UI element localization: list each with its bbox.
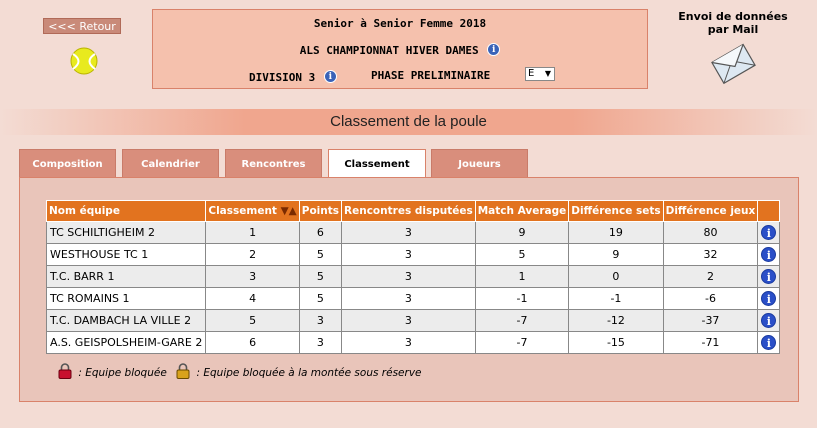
cell-diff-sets: 9 xyxy=(569,244,663,266)
cell-classement: 6 xyxy=(206,332,299,354)
cell-points: 3 xyxy=(299,332,341,354)
team-name[interactable]: WESTHOUSE TC 1 xyxy=(47,244,206,266)
competition-header xyxy=(152,9,648,89)
cell-diff-jeux: -6 xyxy=(663,288,758,310)
cell-points: 5 xyxy=(299,288,341,310)
cell-diff-jeux: 2 xyxy=(663,266,758,288)
envelope-icon[interactable] xyxy=(672,40,794,89)
team-name[interactable]: TC SCHILTIGHEIM 2 xyxy=(47,222,206,244)
cell-match-average: -7 xyxy=(475,310,569,332)
info-bubble-icon[interactable]: i xyxy=(487,43,500,56)
chevron-down-icon: ▼ xyxy=(544,69,551,78)
team-name[interactable]: TC ROMAINS 1 xyxy=(47,288,206,310)
col-match-average[interactable]: Match Average xyxy=(475,201,569,222)
cell-diff-sets: 19 xyxy=(569,222,663,244)
table-row xyxy=(47,310,780,332)
cell-diff-sets: -15 xyxy=(569,332,663,354)
championship-name: ALS CHAMPIONNAT HIVER DAMES xyxy=(299,44,479,57)
table-row xyxy=(47,266,780,288)
phase-label: PHASE PRELIMINAIRE xyxy=(371,69,491,82)
cell-classement: 4 xyxy=(206,288,299,310)
cell-diff-sets: -1 xyxy=(569,288,663,310)
mail-label-line2: par Mail xyxy=(707,23,759,36)
cell-rencontres: 3 xyxy=(342,310,476,332)
cell-points: 6 xyxy=(299,222,341,244)
col-diff-sets[interactable]: Différence sets xyxy=(569,201,663,222)
cell-diff-jeux: -71 xyxy=(663,332,758,354)
info-cell xyxy=(758,332,780,354)
col-diff-jeux[interactable]: Différence jeux xyxy=(663,201,758,222)
cell-points: 5 xyxy=(299,244,341,266)
cell-classement: 3 xyxy=(206,266,299,288)
poule-select[interactable]: E ▼ xyxy=(525,67,555,81)
legend-blocked-reserve: : Equipe bloquée à la montée sous réserve xyxy=(196,367,422,379)
cell-diff-jeux: 32 xyxy=(663,244,758,266)
col-points[interactable]: Points xyxy=(299,201,341,222)
red-lock-icon xyxy=(58,363,72,382)
info-icon[interactable]: i xyxy=(761,291,776,306)
competition-title: Senior à Senior Femme 2018 xyxy=(313,17,487,30)
cell-diff-jeux: -37 xyxy=(663,310,758,332)
cell-rencontres: 3 xyxy=(342,244,476,266)
division-line xyxy=(249,70,337,84)
table-row xyxy=(47,222,780,244)
tab-calendrier[interactable]: Calendrier xyxy=(122,149,219,178)
cell-rencontres: 3 xyxy=(342,266,476,288)
cell-classement: 5 xyxy=(206,310,299,332)
tab-composition[interactable]: Composition xyxy=(19,149,116,178)
cell-classement: 1 xyxy=(206,222,299,244)
cell-diff-sets: -12 xyxy=(569,310,663,332)
legend-blocked: : Equipe bloquée xyxy=(78,367,167,379)
info-cell xyxy=(758,266,780,288)
col-info xyxy=(758,201,780,222)
cell-points: 3 xyxy=(299,310,341,332)
col-rencontres[interactable]: Rencontres disputées xyxy=(342,201,476,222)
cell-rencontres: 3 xyxy=(342,332,476,354)
cell-points: 5 xyxy=(299,266,341,288)
cell-classement: 2 xyxy=(206,244,299,266)
info-icon[interactable]: i xyxy=(761,313,776,328)
tab-joueurs[interactable]: Joueurs xyxy=(431,149,528,178)
ranking-table xyxy=(46,200,780,354)
ranking-panel xyxy=(19,177,799,402)
sort-arrows-icon[interactable]: ▼▲ xyxy=(280,205,297,217)
cell-rencontres: 3 xyxy=(342,222,476,244)
tennis-ball-icon xyxy=(69,46,99,76)
info-cell xyxy=(758,310,780,332)
cell-diff-jeux: 80 xyxy=(663,222,758,244)
info-cell xyxy=(758,288,780,310)
cell-rencontres: 3 xyxy=(342,288,476,310)
table-row xyxy=(47,288,780,310)
page-title: Classement de la poule xyxy=(0,109,817,135)
tab-rencontres[interactable]: Rencontres xyxy=(225,149,322,178)
cell-match-average: -7 xyxy=(475,332,569,354)
info-icon[interactable]: i xyxy=(761,335,776,350)
info-icon[interactable]: i xyxy=(761,225,776,240)
team-name[interactable]: T.C. BARR 1 xyxy=(47,266,206,288)
cell-match-average: 5 xyxy=(475,244,569,266)
team-name[interactable]: T.C. DAMBACH LA VILLE 2 xyxy=(47,310,206,332)
retour-button[interactable]: <<< Retour xyxy=(43,18,121,34)
col-nom-equipe[interactable]: Nom équipe xyxy=(47,201,206,222)
col-classement[interactable]: Classement ▼▲ xyxy=(206,201,299,222)
info-cell xyxy=(758,222,780,244)
cell-diff-sets: 0 xyxy=(569,266,663,288)
mail-label-line1: Envoi de données xyxy=(678,10,788,23)
mail-export[interactable] xyxy=(672,10,794,89)
info-icon[interactable]: i xyxy=(761,269,776,284)
info-cell xyxy=(758,244,780,266)
info-icon[interactable]: i xyxy=(761,247,776,262)
championship-line xyxy=(153,43,647,57)
division-name: DIVISION 3 xyxy=(249,71,316,84)
tab-classement[interactable]: Classement xyxy=(328,149,426,179)
cell-match-average: -1 xyxy=(475,288,569,310)
team-name[interactable]: A.S. GEISPOLSHEIM-GARE 2 xyxy=(47,332,206,354)
orange-lock-icon xyxy=(176,363,190,382)
table-row xyxy=(47,332,780,354)
table-header-row xyxy=(47,201,780,222)
legend xyxy=(58,363,422,382)
cell-match-average: 9 xyxy=(475,222,569,244)
table-row xyxy=(47,244,780,266)
info-bubble-icon[interactable]: i xyxy=(324,70,337,83)
cell-match-average: 1 xyxy=(475,266,569,288)
